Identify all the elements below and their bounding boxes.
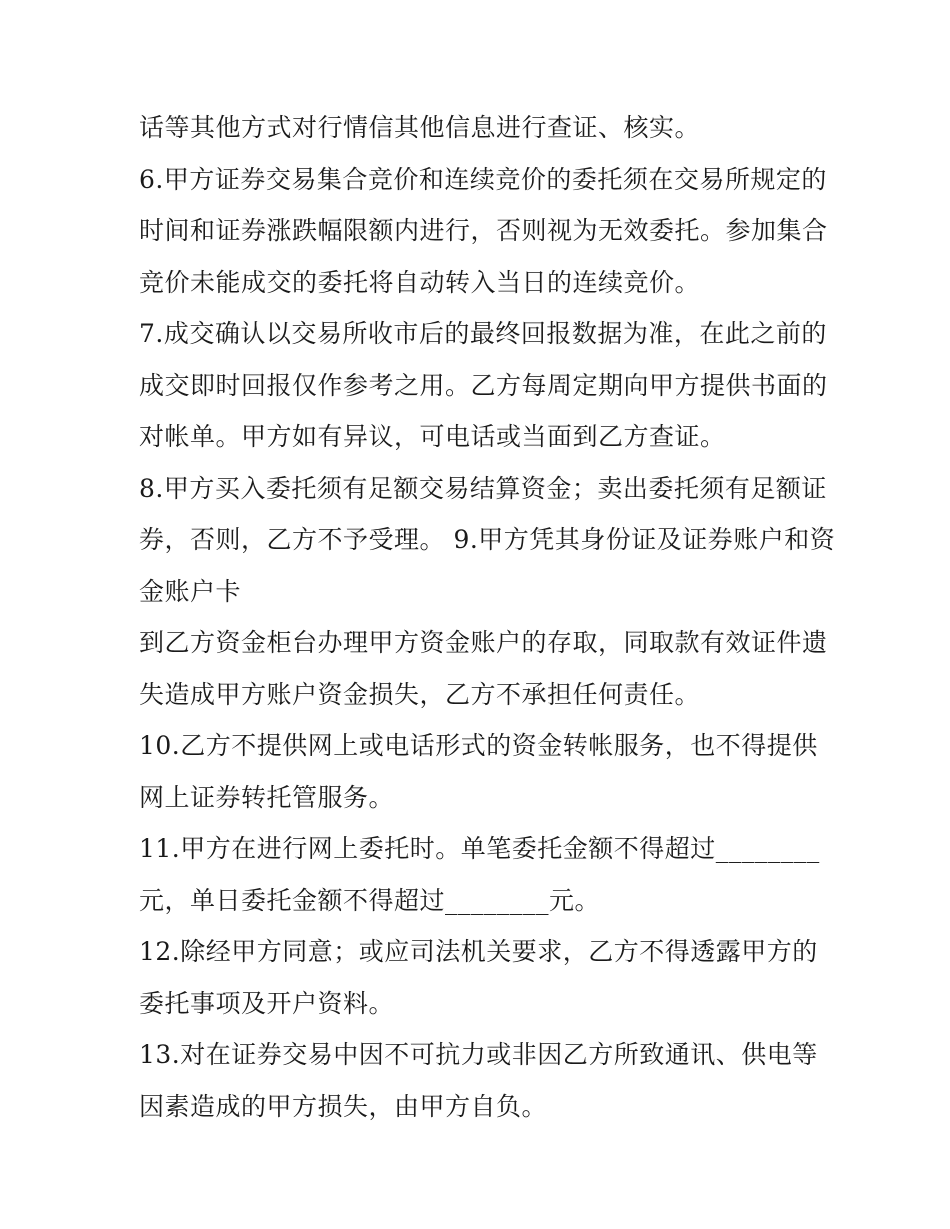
clause-9-line: 券，否则，乙方不予受理。 9.甲方凭其身份证及证券账户和资 [139, 525, 836, 554]
text-line: 委托事项及开户资料。 [139, 988, 395, 1018]
clause-6-line: 6.甲方证券交易集合竞价和连续竞价的委托须在交易所规定的 [139, 164, 827, 194]
document-body [139, 102, 836, 1132]
text-line: 元，单日委托金额不得超过________元。 [139, 885, 601, 915]
text-line: 成交即时回报仅作参考之用。乙方每周定期向甲方提供书面的 [139, 370, 828, 400]
text-line: 网上证券转托管服务。 [139, 782, 395, 812]
text-line: 到乙方资金柜台办理甲方资金账户的存取，同取款有效证件遗 [139, 628, 828, 657]
clause-7-line: 7.成交确认以交易所收市后的最终回报数据为准，在此之前的 [139, 319, 827, 348]
clause-10-line: 10.乙方不提供网上或电话形式的资金转帐服务，也不得提供 [139, 731, 818, 760]
text-line: 失造成甲方账户资金损失，乙方不承担任何责任。 [139, 679, 701, 709]
text-line: 金账户卡 [139, 576, 242, 606]
text-line: 竞价未能成交的委托将自动转入当日的连续竞价。 [139, 267, 701, 297]
clause-8-line: 8.甲方买入委托须有足额交易结算资金；卖出委托须有足额证 [139, 473, 827, 503]
clause-13-line: 13.对在证券交易中因不可抗力或非因乙方所致通讯、供电等 [139, 1040, 818, 1069]
text-line: 对帐单。甲方如有异议，可电话或当面到乙方查证。 [139, 422, 726, 451]
text-line: 话等其他方式对行情信其他信息进行查证、核实。 [139, 113, 701, 142]
text-line: 因素造成的甲方损失，由甲方自负。 [139, 1091, 548, 1121]
clause-11-line: 11.甲方在进行网上委托时。单笔委托金额不得超过________ [139, 834, 820, 863]
text-line: 时间和证券涨跌幅限额内进行，否则视为无效委托。参加集合 [139, 216, 828, 245]
clause-12-line: 12.除经甲方同意；或应司法机关要求，乙方不得透露甲方的 [139, 937, 818, 966]
